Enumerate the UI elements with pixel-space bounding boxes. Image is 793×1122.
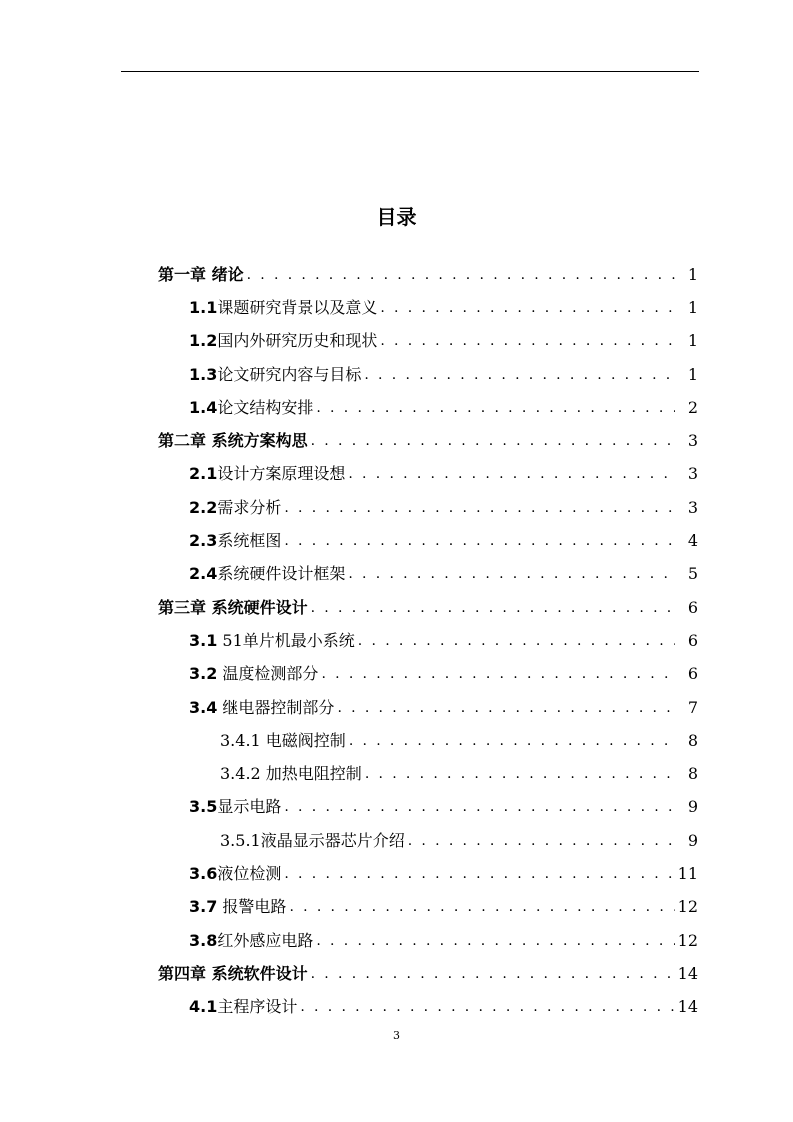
toc-entry-page: 14 [677, 997, 698, 1017]
toc-section-entry[interactable] [158, 458, 698, 491]
table-of-contents [158, 258, 698, 1024]
toc-entry-label: 51单片机最小系统 [217, 630, 355, 650]
toc-entry-number: 3.5.1 [220, 830, 261, 850]
dot-leader [365, 764, 675, 784]
toc-entry-number: 1.2 [189, 331, 218, 351]
toc-entry-number: 1.1 [189, 297, 218, 317]
toc-section-entry[interactable] [158, 491, 698, 524]
toc-entry-number: 4.1 [189, 997, 218, 1017]
toc-entry-page: 12 [677, 930, 698, 950]
toc-entry-page: 9 [687, 797, 698, 817]
toc-section-entry[interactable] [158, 724, 698, 757]
toc-entry-page: 3 [687, 497, 698, 517]
toc-entry-label: 液晶显示器芯片介绍 [260, 830, 405, 850]
toc-section-entry[interactable] [158, 757, 698, 790]
toc-entry-label: 系统方案构思 [206, 431, 308, 451]
dot-leader [284, 797, 675, 817]
toc-title: 目录 [376, 205, 417, 229]
toc-entry-number: 2.1 [189, 464, 218, 484]
dot-leader [311, 431, 675, 451]
toc-section-entry[interactable] [158, 658, 698, 691]
dot-leader [321, 664, 675, 684]
dot-leader [300, 997, 674, 1017]
toc-entry-number: 1.4 [189, 397, 218, 417]
toc-entry-number: 2.2 [189, 497, 218, 517]
dot-leader [284, 531, 675, 551]
toc-entry-label: 课题研究背景以及意义 [217, 297, 378, 317]
toc-section-entry[interactable] [158, 524, 698, 557]
toc-entry-page: 7 [687, 697, 698, 717]
toc-entry-page: 5 [687, 564, 698, 584]
toc-chapter-entry[interactable] [158, 591, 698, 624]
toc-entry-label: 液位检测 [217, 863, 282, 883]
toc-entry-label: 继电器控制部分 [217, 697, 335, 717]
toc-entry-number: 3.1 [189, 630, 218, 650]
toc-section-entry[interactable] [158, 791, 698, 824]
toc-entry-label: 主程序设计 [217, 997, 298, 1017]
toc-section-entry[interactable] [158, 924, 698, 957]
toc-section-entry[interactable] [158, 991, 698, 1024]
toc-entry-number: 第四章 [158, 963, 207, 983]
toc-entry-number: 3.5 [189, 797, 218, 817]
toc-entry-number: 3.8 [189, 930, 218, 950]
toc-entry-label: 系统硬件设计 [206, 597, 308, 617]
toc-entry-page: 12 [677, 897, 698, 917]
dot-leader [337, 698, 675, 718]
toc-section-entry[interactable] [158, 291, 698, 324]
dot-leader [380, 331, 675, 351]
dot-leader [349, 731, 675, 751]
toc-entry-label: 系统硬件设计框架 [217, 564, 346, 584]
toc-entry-number: 2.3 [189, 531, 218, 551]
toc-entry-label: 加热电阻控制 [260, 764, 362, 784]
toc-entry-page: 14 [677, 963, 698, 983]
toc-entry-page: 4 [687, 531, 698, 551]
toc-entry-number: 第三章 [158, 597, 207, 617]
toc-chapter-entry[interactable] [158, 258, 698, 291]
toc-entry-label: 电磁阀控制 [260, 730, 346, 750]
toc-section-entry[interactable] [158, 325, 698, 358]
toc-section-entry[interactable] [158, 624, 698, 657]
dot-leader [364, 365, 675, 385]
dot-leader [316, 398, 675, 418]
toc-entry-number: 3.2 [189, 664, 218, 684]
toc-entry-label: 显示电路 [217, 797, 282, 817]
footer-page-number: 3 [393, 1029, 400, 1042]
toc-entry-number: 3.6 [189, 863, 218, 883]
toc-entry-page: 2 [687, 397, 698, 417]
toc-entry-number: 3.7 [189, 897, 218, 917]
toc-entry-page: 9 [687, 830, 698, 850]
toc-entry-page: 6 [687, 597, 698, 617]
toc-entry-label: 温度检测部分 [217, 664, 319, 684]
toc-entry-page: 1 [687, 364, 698, 384]
toc-section-entry[interactable] [158, 358, 698, 391]
toc-entry-label: 论文结构安排 [217, 397, 314, 417]
toc-entry-label: 国内外研究历史和现状 [217, 331, 378, 351]
toc-entry-label: 论文研究内容与目标 [217, 364, 362, 384]
toc-entry-label: 设计方案原理设想 [217, 464, 346, 484]
dot-leader [358, 631, 675, 651]
toc-entry-label: 需求分析 [217, 497, 282, 517]
toc-entry-number: 1.3 [189, 364, 218, 384]
dot-leader [408, 831, 675, 851]
toc-entry-number: 第二章 [158, 431, 207, 451]
header-rule [121, 71, 699, 72]
dot-leader [289, 897, 674, 917]
dot-leader [348, 464, 675, 484]
toc-entry-page: 3 [687, 431, 698, 451]
toc-entry-label: 系统软件设计 [206, 963, 308, 983]
toc-entry-page: 1 [687, 297, 698, 317]
toc-entry-page: 6 [687, 664, 698, 684]
toc-entry-number: 3.4 [189, 697, 218, 717]
dot-leader [311, 964, 675, 984]
toc-entry-page: 8 [687, 730, 698, 750]
toc-entry-label: 系统框图 [217, 531, 282, 551]
dot-leader [284, 864, 674, 884]
toc-entry-page: 6 [687, 630, 698, 650]
toc-chapter-entry[interactable] [158, 424, 698, 457]
toc-section-entry[interactable] [158, 558, 698, 591]
toc-section-entry[interactable] [158, 891, 698, 924]
toc-entry-number: 3.4.1 [220, 730, 261, 750]
toc-entry-page: 1 [687, 331, 698, 351]
toc-entry-label: 红外感应电路 [217, 930, 314, 950]
toc-entry-label: 报警电路 [217, 897, 287, 917]
toc-entry-label: 绪论 [206, 264, 244, 284]
toc-entry-page: 11 [677, 863, 698, 883]
toc-section-entry[interactable] [158, 824, 698, 857]
dot-leader [316, 931, 674, 951]
toc-entry-number: 2.4 [189, 564, 218, 584]
toc-section-entry[interactable] [158, 691, 698, 724]
toc-section-entry[interactable] [158, 857, 698, 890]
dot-leader [311, 598, 675, 618]
toc-entry-page: 8 [687, 764, 698, 784]
dot-leader [348, 564, 675, 584]
toc-chapter-entry[interactable] [158, 957, 698, 990]
toc-entry-page: 3 [687, 464, 698, 484]
toc-entry-number: 3.4.2 [220, 764, 261, 784]
toc-section-entry[interactable] [158, 391, 698, 424]
dot-leader [380, 298, 675, 318]
toc-entry-number: 第一章 [158, 264, 207, 284]
toc-entry-page: 1 [687, 264, 698, 284]
dot-leader [284, 498, 675, 518]
dot-leader [247, 265, 675, 285]
